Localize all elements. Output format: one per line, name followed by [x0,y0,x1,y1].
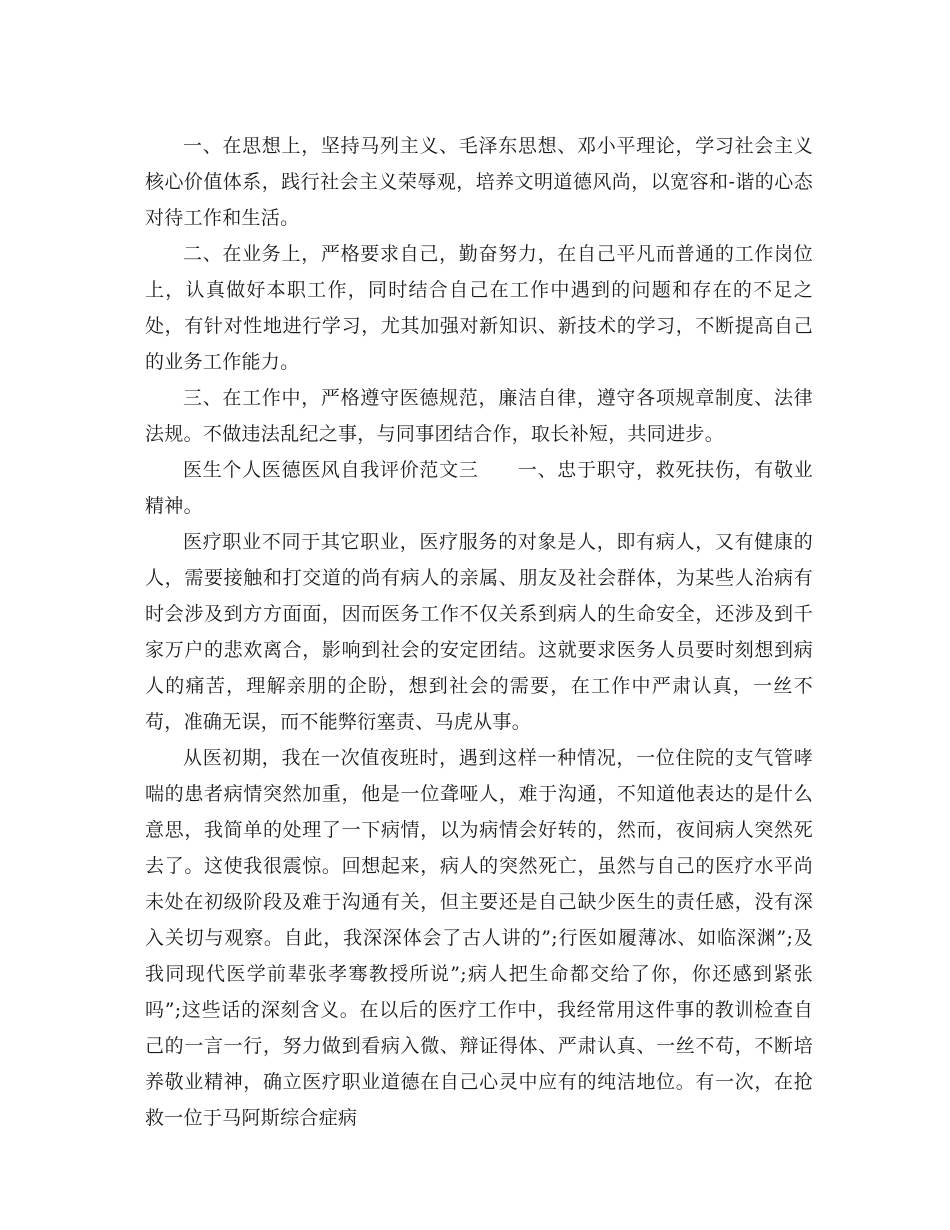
paragraph-work: 三、在工作中，严格遵守医德规范，廉洁自律，遵守各项规章制度、法律法规。不做违法乱纪之事，与同事团结合作，取长补短，共同进步。 [145,387,813,445]
paragraph-section-three-heading: 医生个人医德医风自我评价范文三 一、忠于职守，救死扶伤，有敬业精神。 [145,459,813,517]
paragraph-medical-profession: 医疗职业不同于其它职业，医疗服务的对象是人，即有病人，又有健康的人，需要接触和打交道的尚有病人的亲属、朋友及社会群体，为某些人治病有时会涉及到方方面面，因而医务工作不仅关系到病人的生命安全，还涉及到千家万户的悲欢离合，影响到社会的安定团结。这就要求医务人员要时刻想到病人的痛苦，理解亲朋的企盼，想到社会的需要，在工作中严肃认真，一丝不苟，准确无误，而不能弊衍塞责、马虎从事。 [145,531,813,733]
paragraph-business: 二、在业务上，严格要求自己，勤奋努力，在自己平凡而普通的工作岗位上，认真做好本职工作，同时结合自己在工作中遇到的问题和存在的不足之处，有针对性地进行学习，尤其加强对新知识、新技术的学习，不断提高自己的业务工作能力。 [145,243,813,373]
paragraph-early-career: 从医初期，我在一次值夜班时，遇到这样一种情况，一位住院的支气管哮喘的患者病情突然加重，他是一位聋哑人，难于沟通，不知道他表达的是什么意思，我简单的处理了一下病情，以为病情会好转的，然而，夜间病人突然死去了。这使我很震惊。回想起来，病人的突然死亡，虽然与自己的医疗水平尚未处在初级阶段及难于沟通有关，但主要还是自己缺少医生的责任感，没有深入关切与观察。自此，我深深体会了古人讲的”;行医如履薄冰、如临深渊”;及我同现代医学前辈张孝骞教授所说”;病人把生命都交给了你，你还感到紧张吗”;这些话的深刻含义。在以后的医疗工作中，我经常用这件事的教训检查自己的一言一行，努力做到看病入微、辩证得体、严肃认真、一丝不苟，不断培养敬业精神，确立医疗职业道德在自己心灵中应有的纯洁地位。有一次，在抢救一位于马阿斯综合症病 [145,747,813,1129]
paragraph-thought: 一、在思想上，坚持马列主义、毛泽东思想、邓小平理论，学习社会主义核心价值体系，践行社会主义荣辱观，培养文明道德风尚，以宽容和-谐的心态对待工作和生活。 [145,135,813,229]
document-body [145,128,813,1136]
